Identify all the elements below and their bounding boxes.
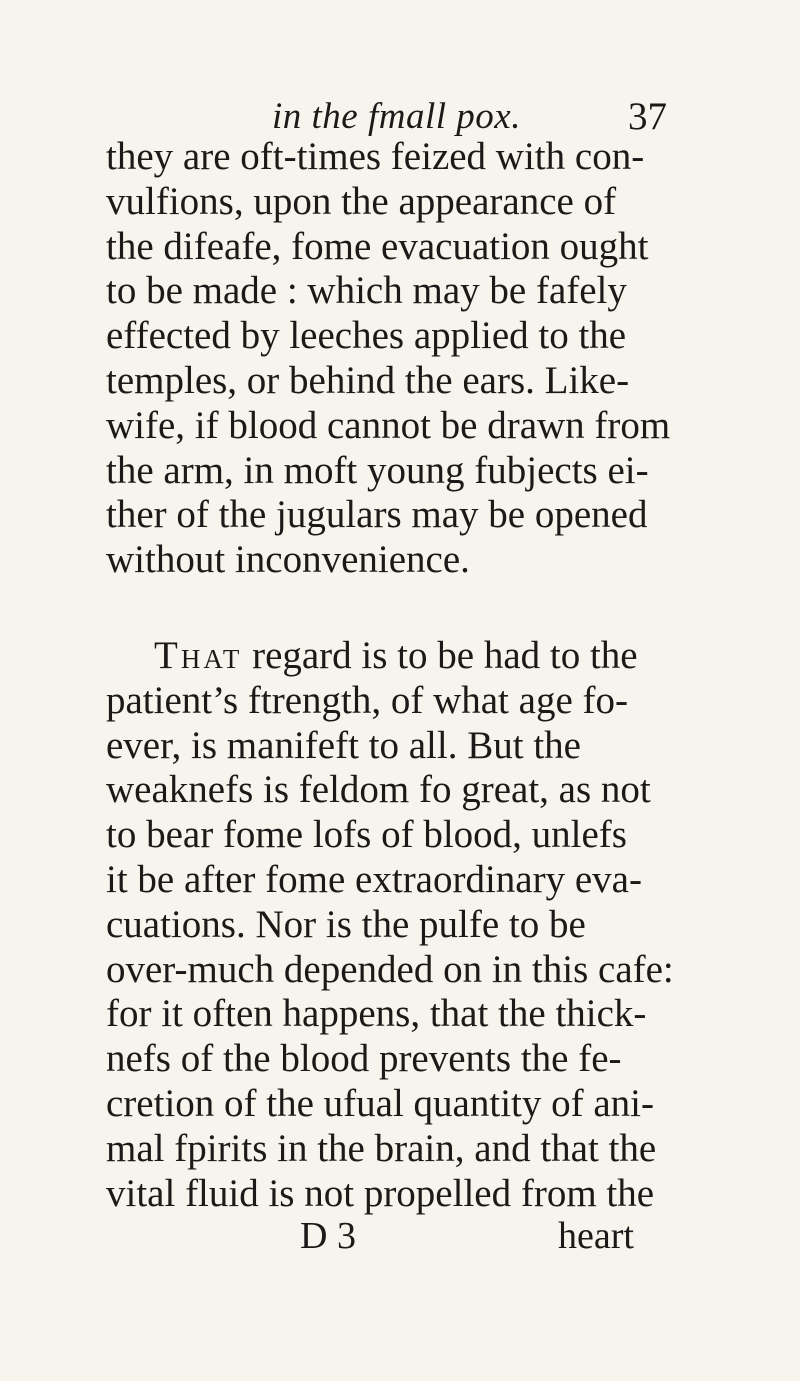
text-line: they are oft-times feized with con- xyxy=(106,135,645,178)
page-number: 37 xyxy=(628,95,667,138)
text-line: wife, if blood cannot be drawn from xyxy=(106,403,671,447)
catchword: heart xyxy=(558,1215,634,1257)
text-line: ever, is manifeft to all. But the xyxy=(106,723,581,767)
text-line: weaknefs is feldom fo great, as not xyxy=(106,768,651,812)
paragraph-opening-word: That xyxy=(154,633,243,677)
text-line: to bear fome lofs of blood, unlefs xyxy=(106,813,627,857)
text-line: to be made : which may be fafely xyxy=(106,269,627,313)
paragraph-1 xyxy=(106,135,796,583)
text-line: cuations. Nor is the pulfe to be xyxy=(106,902,586,946)
text-line: for it often happens, that the thick- xyxy=(106,992,647,1036)
text-line: temples, or behind the ears. Like- xyxy=(106,358,630,402)
text-line: cretion of the ufual quantity of ani- xyxy=(106,1081,654,1125)
body-text xyxy=(106,135,796,1216)
running-title: in the fmall pox. xyxy=(272,96,521,137)
text-line: over-much depended on in this cafe: xyxy=(106,947,674,991)
page-footer xyxy=(300,1212,720,1260)
text-line: the arm, in moft young fubjects ei- xyxy=(106,448,649,492)
signature-mark: D 3 xyxy=(300,1215,356,1257)
text-line: the difeafe, fome evacuation ought xyxy=(106,224,649,268)
text-line-continuation: regard is to be had to the xyxy=(242,633,638,677)
text-line: vital fluid is not propelled from the xyxy=(106,1171,655,1215)
text-line: ther of the jugulars may be opened xyxy=(106,493,648,537)
text-line: patient’s ftrength, of what age fo- xyxy=(106,678,628,722)
text-line: without inconvenience. xyxy=(106,538,470,582)
text-line: it be after fome extraordinary eva- xyxy=(106,857,642,901)
paragraph-2 xyxy=(106,634,796,1216)
text-line: nefs of the blood prevents the fe- xyxy=(106,1037,622,1081)
text-line: mal fpirits in the brain, and that the xyxy=(106,1126,657,1170)
text-line: vulfions, upon the appearance of xyxy=(106,179,617,223)
text-line xyxy=(106,634,796,679)
text-line: effected by leeches applied to the xyxy=(106,314,627,358)
